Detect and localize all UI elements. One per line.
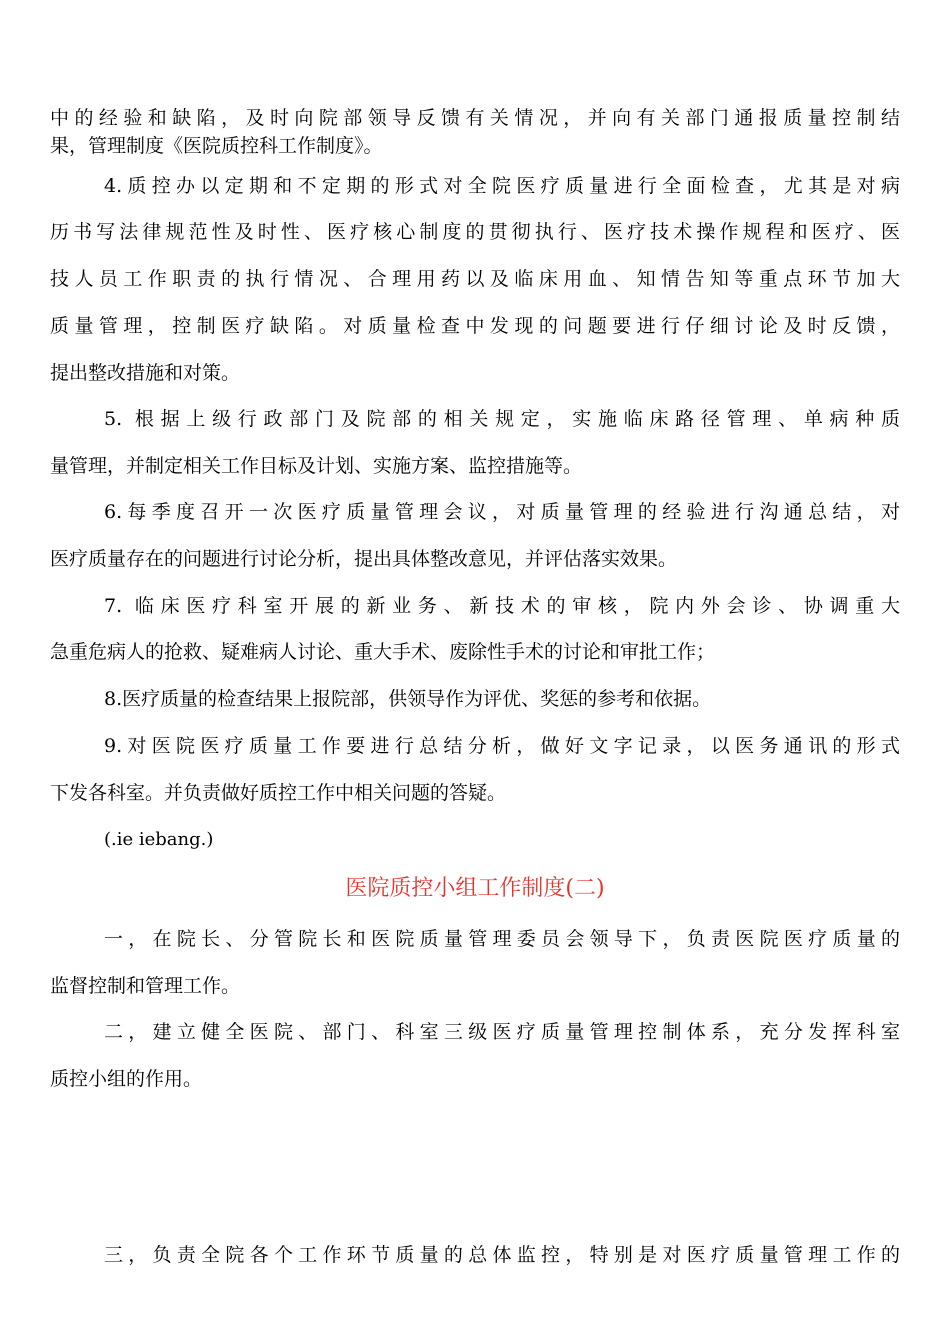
paragraph-line: 下发各科室。并负责做好质控工作中相关问题的答疑。 bbox=[50, 782, 507, 804]
paragraph-line: 6.每季度召开一次医疗质量管理会议，对质量管理的经验进行沟通总结，对 bbox=[104, 501, 900, 523]
paragraph-line: 历书写法律规范性及时性、医疗核心制度的贯彻执行、医疗技术操作规程和医疗、医 bbox=[50, 221, 900, 243]
paragraph-line: 监督控制和管理工作。 bbox=[50, 975, 241, 997]
paragraph-line: 提出整改措施和对策。 bbox=[50, 362, 241, 384]
paragraph-line: 果，管理制度《医院质控科工作制度》。 bbox=[50, 135, 383, 157]
paragraph-line: 质量管理，控制医疗缺陷。对质量检查中发现的问题要进行仔细讨论及时反馈， bbox=[50, 315, 900, 337]
paragraph-line: 质控小组的作用。 bbox=[50, 1068, 203, 1090]
source-note: (.ie iebang.) bbox=[104, 829, 214, 850]
paragraph-line: 中的经验和缺陷，及时向院部领导反馈有关情况，并向有关部门通报质量控制结 bbox=[50, 107, 900, 129]
paragraph-line: 8.医疗质量的检查结果上报院部，供领导作为评优、奖惩的参考和依据。 bbox=[104, 688, 712, 710]
paragraph-line: 5. 根据上级行政部门及院部的相关规定，实施临床路径管理、单病种质 bbox=[104, 408, 900, 430]
paragraph-line: 技人员工作职责的执行情况、合理用药以及临床用血、知情告知等重点环节加大 bbox=[50, 268, 900, 290]
paragraph-line: 9.对医院医疗质量工作要进行总结分析，做好文字记录，以医务通讯的形式 bbox=[104, 735, 900, 757]
paragraph-line: 二，建立健全医院、部门、科室三级医疗质量管理控制体系，充分发挥科室 bbox=[104, 1021, 900, 1043]
paragraph-line: 医疗质量存在的问题进行讨论分析，提出具体整改意见，并评估落实效果。 bbox=[50, 548, 678, 570]
section-title: 医院质控小组工作制度(二) bbox=[345, 876, 605, 901]
paragraph-line: 7. 临床医疗科室开展的新业务、新技术的审核，院内外会诊、协调重大 bbox=[104, 595, 900, 617]
paragraph-line: 三，负责全院各个工作环节质量的总体监控，特别是对医疗质量管理工作的 bbox=[104, 1244, 900, 1266]
paragraph-line: 量管理，并制定相关工作目标及计划、实施方案、监控措施等。 bbox=[50, 455, 583, 477]
paragraph-line: 一，在院长、分管院长和医院质量管理委员会领导下，负责医院医疗质量的 bbox=[104, 928, 900, 950]
paragraph-line: 急重危病人的抢救、疑难病人讨论、重大手术、废除性手术的讨论和审批工作； bbox=[50, 641, 716, 663]
paragraph-line: 4.质控办以定期和不定期的形式对全院医疗质量进行全面检查，尤其是对病 bbox=[104, 175, 900, 197]
